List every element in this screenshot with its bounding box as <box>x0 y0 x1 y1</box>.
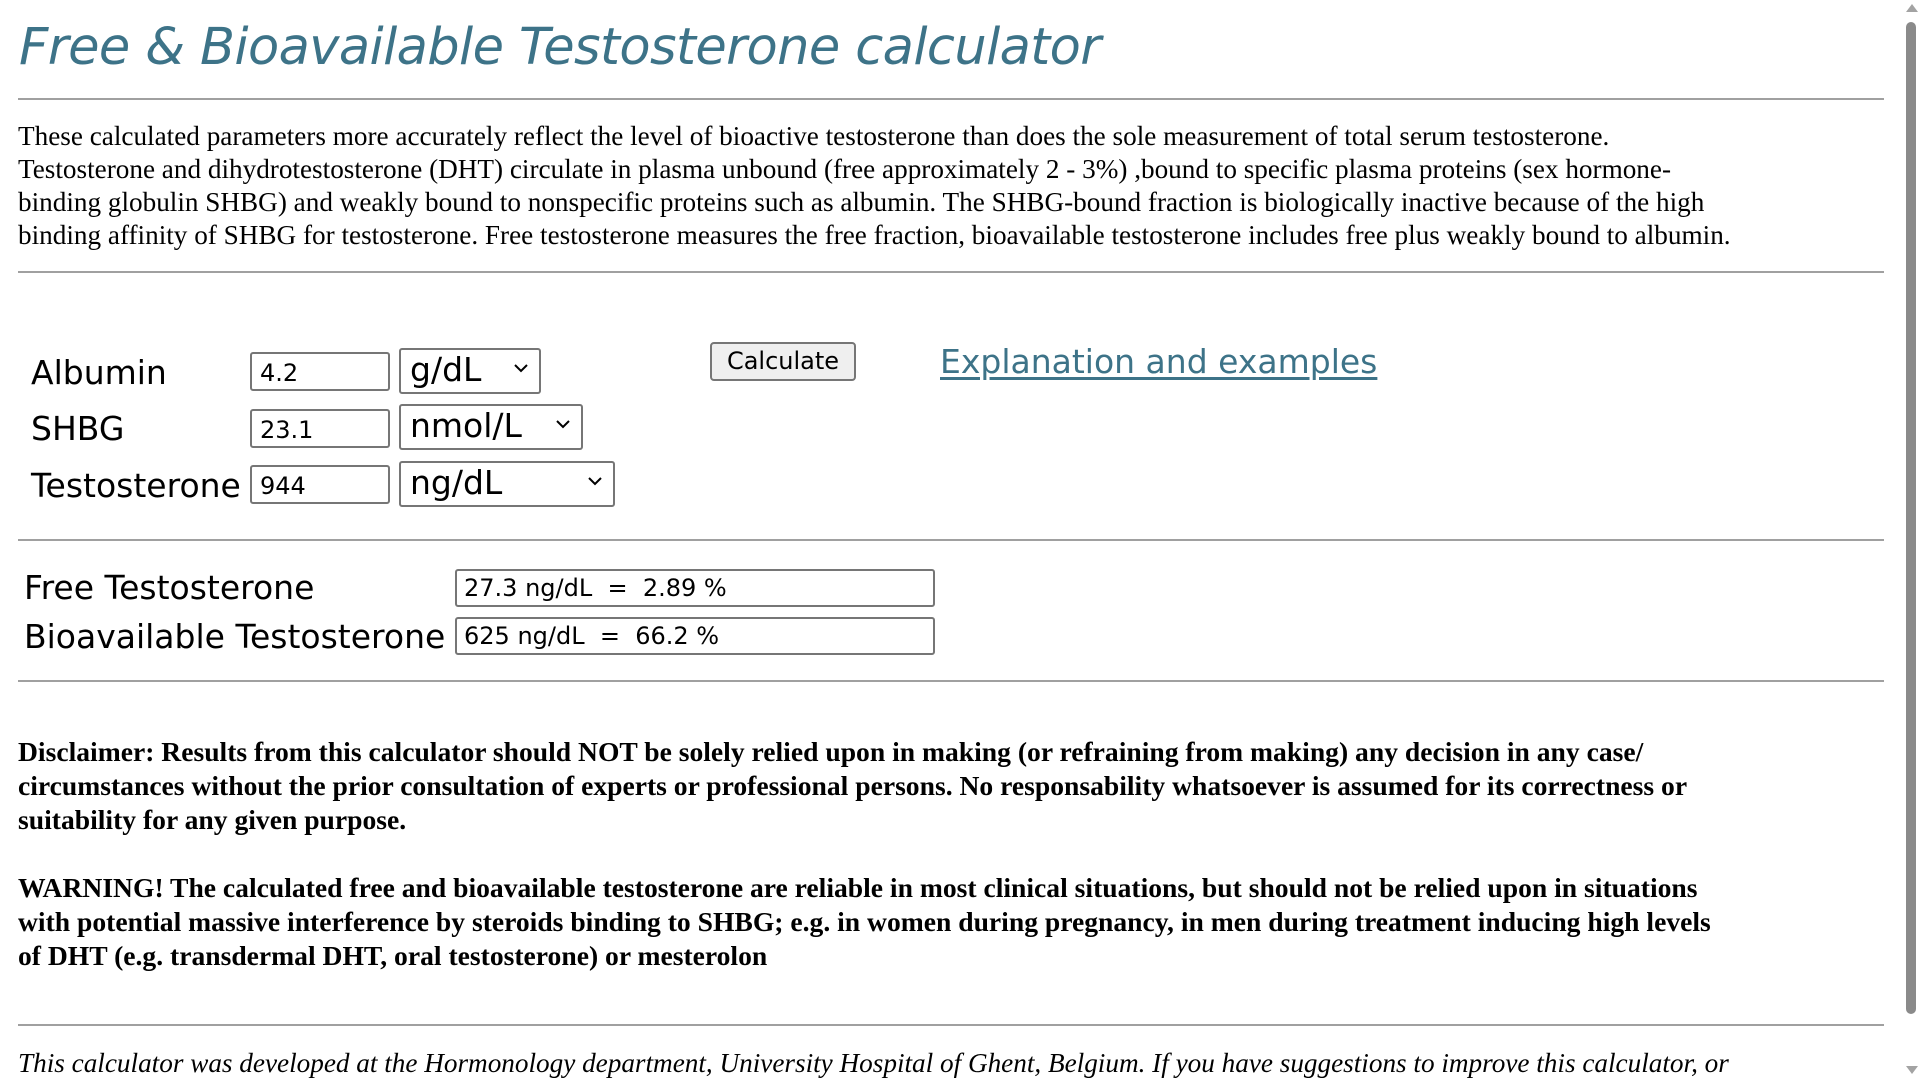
intro-line: These calculated parameters more accurately reflect the level of bioactive testosterone than does the sole measurement of total serum testosterone. <box>18 121 1610 151</box>
intro-line: binding globulin SHBG) and weakly bound to nonspecific proteins such as albumin. The SHBG-bound fraction is biologically inactive because of the high <box>18 187 1705 217</box>
testosterone-label: Testosterone <box>31 466 241 505</box>
testosterone-unit-select[interactable] <box>399 461 615 507</box>
free-testosterone-label: Free Testosterone <box>24 568 315 607</box>
divider <box>18 539 1884 541</box>
bioavailable-testosterone-output[interactable]: 625 ng/dL = 66.2 % <box>455 617 935 655</box>
testosterone-input[interactable] <box>250 465 390 504</box>
free-testosterone-output[interactable]: 27.3 ng/dL = 2.89 % <box>455 569 935 607</box>
testosterone-unit-value: ng/dL <box>410 463 503 502</box>
warning-line: with potential massive interference by steroids binding to SHBG; e.g. in women during pregnancy, in men during treatment inducing high levels <box>18 906 1711 937</box>
intro-line: binding affinity of SHBG for testosterone. Free testosterone measures the free fraction, bioavailable testosterone includes free plus weakly bound to albumin. <box>18 220 1731 250</box>
chevron-down-icon <box>588 474 602 488</box>
bioavailable-testosterone-label: Bioavailable Testosterone <box>24 617 446 656</box>
albumin-label: Albumin <box>31 353 167 392</box>
calculator-page <box>18 0 1884 1080</box>
scroll-down-arrow-icon[interactable] <box>1906 1066 1918 1074</box>
disclaimer-line: Disclaimer: Results from this calculator should NOT be solely relied upon in making (or refraining from making) any decision in any case/ <box>18 736 1644 767</box>
chevron-down-icon <box>514 361 528 375</box>
intro-paragraph <box>18 120 1884 252</box>
vertical-scrollbar[interactable] <box>1902 0 1920 1080</box>
shbg-unit-select[interactable] <box>399 404 583 450</box>
warning-text <box>18 871 1884 973</box>
divider <box>18 271 1884 273</box>
scrollbar-thumb[interactable] <box>1906 22 1916 1014</box>
divider <box>18 680 1884 682</box>
disclaimer-line: suitability for any given purpose. <box>18 804 407 835</box>
intro-line: Testosterone and dihydrotestosterone (DHT) circulate in plasma unbound (free approximately 2 - 3%) ,bound to specific plasma proteins (sex hormone- <box>18 154 1672 184</box>
shbg-unit-value: nmol/L <box>410 406 522 445</box>
warning-line: of DHT (e.g. transdermal DHT, oral testosterone) or mesterolon <box>18 940 768 971</box>
page-title: Free & Bioavailable Testosterone calculator <box>19 18 1101 77</box>
chevron-down-icon <box>556 417 570 431</box>
disclaimer-line: circumstances without the prior consultation of experts or professional persons. No responsability whatsoever is assumed for its correctness or <box>18 770 1688 801</box>
albumin-unit-value: g/dL <box>410 350 482 389</box>
disclaimer-text <box>18 735 1884 837</box>
footer-text: This calculator was developed at the Hormonology department, University Hospital of Ghent, Belgium. If you have suggestions to improve this calculator, or <box>18 1048 1729 1078</box>
albumin-input[interactable] <box>250 352 390 391</box>
divider <box>18 1024 1884 1026</box>
calculate-button[interactable]: Calculate <box>710 342 856 381</box>
divider <box>18 98 1884 100</box>
warning-line: WARNING! The calculated free and bioavailable testosterone are reliable in most clinical situations, but should not be relied upon in situations <box>18 872 1698 903</box>
shbg-input[interactable] <box>250 409 390 448</box>
explanation-link[interactable]: Explanation and examples <box>940 342 1378 381</box>
shbg-label: SHBG <box>31 409 125 448</box>
scroll-up-arrow-icon[interactable] <box>1906 4 1918 12</box>
albumin-unit-select[interactable] <box>399 348 541 394</box>
